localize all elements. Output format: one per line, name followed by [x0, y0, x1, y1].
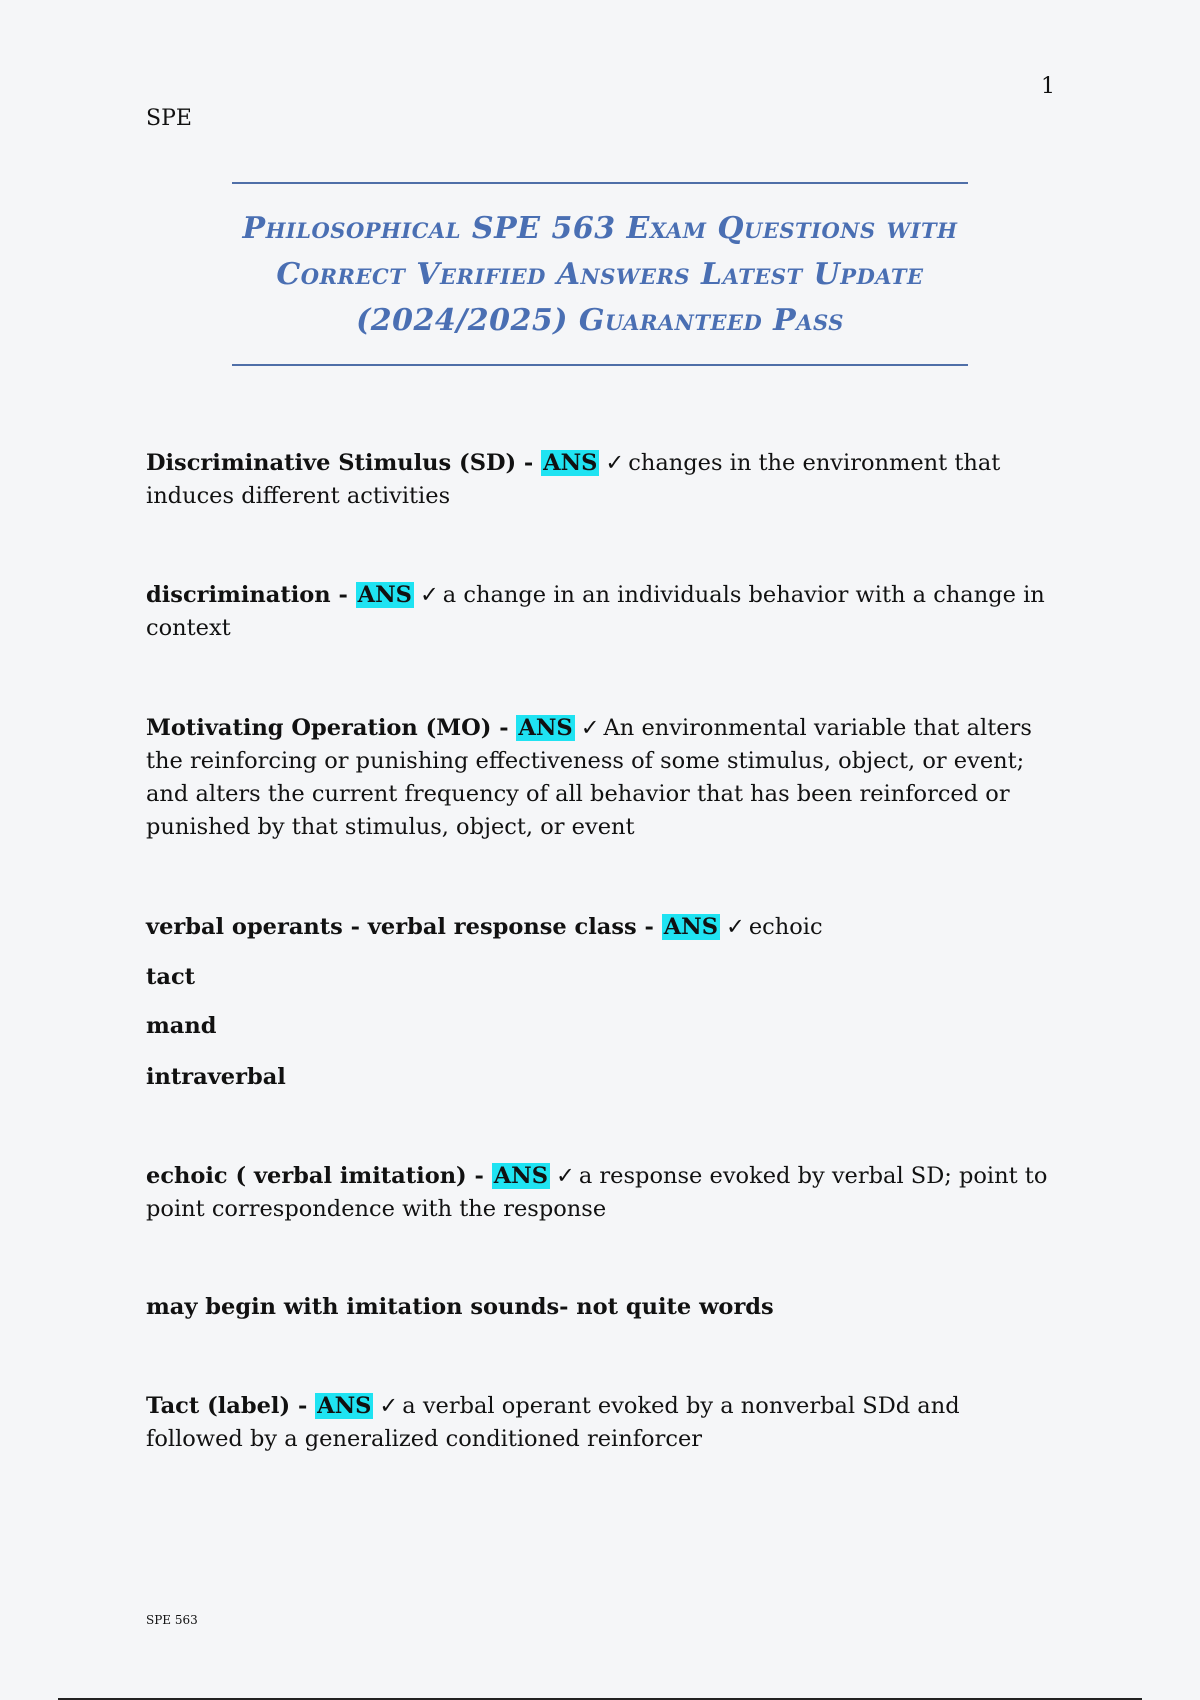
- check-icon: ✓: [725, 914, 745, 940]
- qa-answer: echoic: [748, 914, 823, 940]
- ans-badge: ANS: [543, 450, 598, 476]
- footer-label: SPE 563: [146, 1613, 198, 1627]
- qa-answer: changes in the environment that induces different activities: [146, 450, 1001, 509]
- ans-badge: ANS: [493, 1163, 548, 1189]
- note-text: may begin with imitation sounds- not quite words: [146, 1294, 774, 1320]
- list-item: mand: [146, 1013, 217, 1039]
- title-line-1: Philosophical SPE 563 Exam Questions with: [242, 211, 958, 246]
- qa-entry: [146, 1160, 1056, 1226]
- ans-badge: ANS: [518, 715, 573, 741]
- list-item: intraverbal: [146, 1064, 286, 1090]
- qa-answer: a response evoked by verbal SD; point to point correspondence with the response: [146, 1163, 1048, 1222]
- qa-answer: a verbal operant evoked by a nonverbal SDd and followed by a generalized conditioned reinforcer: [146, 1393, 960, 1452]
- qa-term: echoic ( verbal imitation) -: [146, 1163, 492, 1189]
- qa-term: Motivating Operation (MO) -: [146, 715, 517, 741]
- document-title: [232, 182, 968, 366]
- qa-answer: a change in an individuals behavior with a change in context: [146, 582, 1045, 641]
- qa-entry: [146, 579, 1056, 645]
- check-icon: ✓: [379, 1393, 399, 1419]
- qa-entry: [146, 911, 1056, 944]
- ans-badge: ANS: [317, 1393, 372, 1419]
- check-icon: ✓: [580, 715, 600, 741]
- check-icon: ✓: [419, 582, 439, 608]
- qa-answer: An environmental variable that alters the reinforcing or punishing effectiveness of some stimulus, object, or event; and alters the current frequency of all behavior that has been reinforced or punished by that stimulus, object, or event: [146, 715, 1032, 840]
- list-item: tact: [146, 964, 196, 990]
- ans-badge: ANS: [357, 582, 412, 608]
- check-icon: ✓: [556, 1163, 575, 1189]
- title-line-3: (2024/2025) Guaranteed Pass: [356, 303, 844, 338]
- title-line-2: Correct Verified Answers Latest Update: [276, 257, 924, 292]
- ans-badge: ANS: [663, 914, 718, 940]
- qa-term: verbal operants - verbal response class -: [146, 914, 662, 940]
- page-number: 1: [1041, 74, 1055, 99]
- qa-term: Discriminative Stimulus (SD) -: [146, 450, 542, 476]
- qa-term: Tact (label) -: [146, 1393, 316, 1419]
- qa-term: discrimination -: [146, 582, 356, 608]
- header-label: SPE: [146, 106, 192, 131]
- qa-entry: [146, 712, 1056, 844]
- check-icon: ✓: [605, 450, 625, 476]
- qa-entry: [146, 1390, 1056, 1456]
- qa-entry: [146, 447, 1056, 513]
